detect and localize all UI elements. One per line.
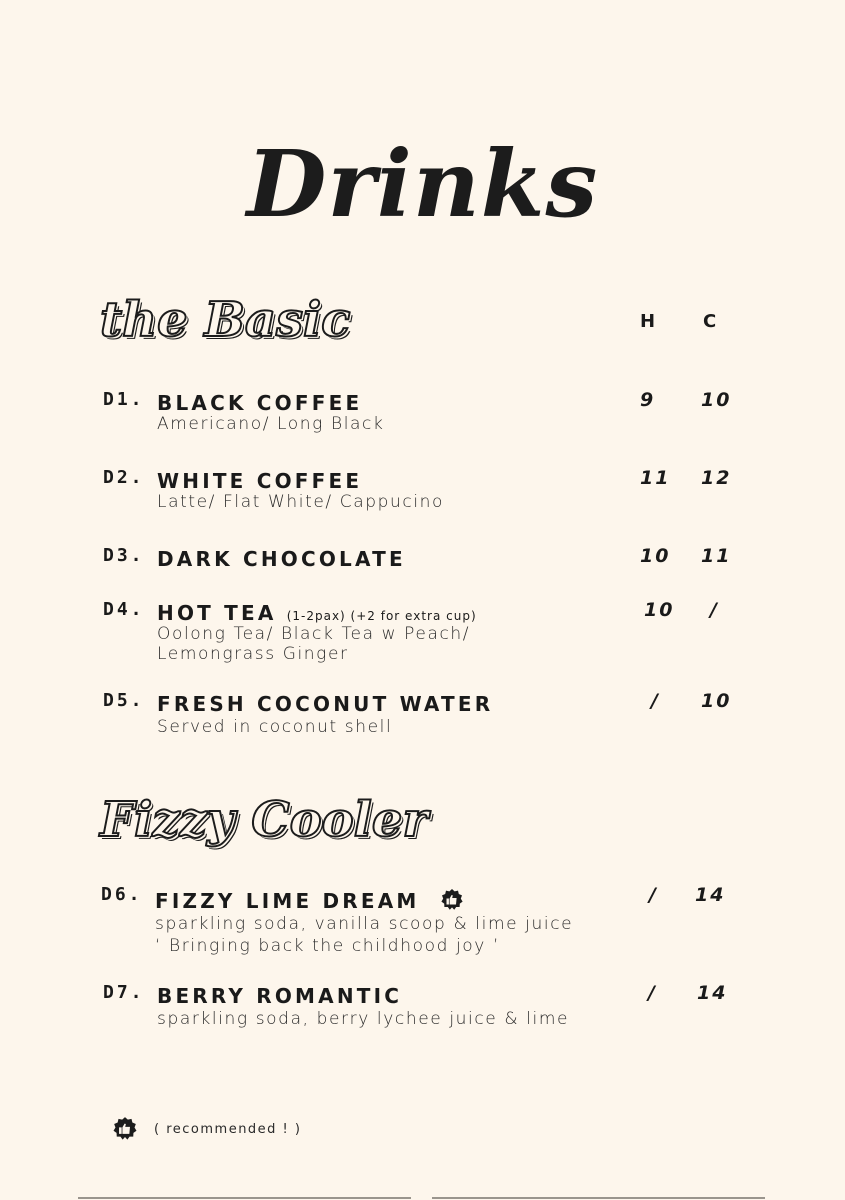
section-title-fizzy: Fizzy Cooler: [100, 792, 428, 848]
legend: [112, 1116, 301, 1142]
price-hot: 11: [640, 467, 671, 489]
item-description: Latte/ Flat White/ Cappucino: [157, 492, 445, 512]
legend-text: ( recommended ! ): [154, 1121, 302, 1137]
item-code: D1.: [103, 389, 145, 410]
thumbs-up-badge-icon: [112, 1116, 138, 1142]
page-title: Drinks: [246, 130, 599, 238]
column-header-hot: H: [640, 311, 656, 332]
item-description: ‘ Bringing back the childhood joy ’: [155, 936, 500, 956]
item-description: Served in coconut shell: [157, 717, 393, 737]
thumbs-up-badge-icon: [440, 888, 464, 912]
price-hot: 10: [640, 545, 671, 567]
item-code: D5.: [103, 690, 145, 711]
item-code: D6.: [101, 884, 143, 905]
item-name: BLACK COFFEE: [157, 391, 363, 415]
price-hot: /: [648, 982, 657, 1004]
price-cold: 14: [695, 884, 726, 906]
item-description: Americano/ Long Black: [157, 414, 385, 434]
section-title-basic: the Basic: [100, 292, 351, 348]
item-name: FIZZY LIME DREAM: [155, 889, 420, 913]
price-cold: 11: [701, 545, 732, 567]
price-hot: /: [649, 884, 658, 906]
item-name: BERRY ROMANTIC: [157, 984, 403, 1008]
price-hot: /: [651, 690, 660, 712]
price-hot: 10: [644, 599, 675, 621]
price-cold: 14: [697, 982, 728, 1004]
item-name: HOT TEA: [157, 601, 277, 625]
column-header-cold: C: [703, 311, 717, 332]
bottom-divider: [432, 1197, 765, 1199]
item-description: Oolong Tea/ Black Tea w Peach/: [157, 624, 471, 644]
item-code: D2.: [103, 467, 145, 488]
item-code: D4.: [103, 599, 145, 620]
item-name: FRESH COCONUT WATER: [157, 692, 494, 716]
item-name: DARK CHOCOLATE: [157, 547, 406, 571]
item-description: sparkling soda, vanilla scoop & lime juice: [155, 914, 574, 934]
bottom-divider: [78, 1197, 411, 1199]
price-cold: 10: [701, 690, 732, 712]
item-note: (1-2pax) (+2 for extra cup): [286, 609, 477, 623]
item-name: WHITE COFFEE: [157, 469, 363, 493]
price-cold: /: [710, 599, 719, 621]
item-code: D7.: [103, 982, 145, 1003]
price-hot: 9: [640, 389, 656, 411]
item-description: Lemongrass Ginger: [157, 644, 349, 664]
price-cold: 10: [701, 389, 732, 411]
item-code: D3.: [103, 545, 145, 566]
item-description: sparkling soda, berry lychee juice & lime: [157, 1009, 570, 1029]
price-cold: 12: [701, 467, 732, 489]
